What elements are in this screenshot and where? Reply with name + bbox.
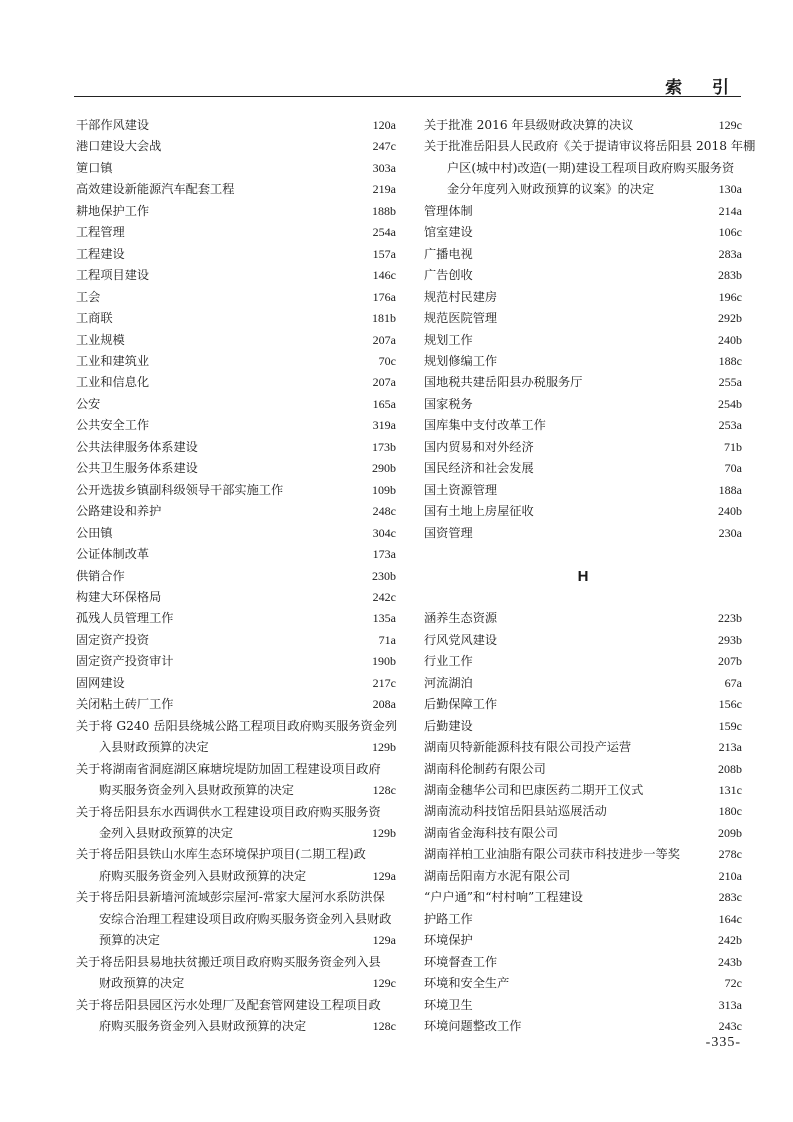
index-entry — [424, 973, 742, 994]
index-page-ref: 254a — [372, 225, 396, 240]
index-term-line: 财政预算的决定 — [99, 976, 185, 991]
index-entry — [424, 608, 742, 629]
index-term: 工业规模 — [76, 332, 125, 347]
index-page-ref: 180c — [718, 804, 742, 819]
index-page-ref: 223b — [718, 611, 742, 626]
index-page-ref: 173a — [372, 547, 396, 562]
index-entry — [76, 287, 396, 308]
index-term-line: 府购买服务资金列入县财政预算的决定 — [99, 1019, 307, 1034]
index-term-line: 户区(城中村)改造(一期)建设工程项目政府购买服务资 — [447, 160, 735, 175]
index-entry — [76, 930, 396, 951]
index-term: 国地税共建岳阳县办税服务厅 — [424, 375, 583, 390]
index-page-ref: 129b — [372, 740, 396, 755]
index-term: 护路工作 — [424, 911, 473, 926]
index-term-line: 安综合治理工程建设项目政府购买服务资金列入县财政 — [99, 911, 392, 926]
index-entry — [424, 330, 742, 351]
index-term: 涵养生态资源 — [424, 611, 498, 626]
index-page-ref: 159c — [718, 718, 742, 733]
index-page-ref: 188a — [718, 482, 742, 497]
index-entry — [76, 780, 396, 801]
index-term: 行风党风建设 — [424, 632, 498, 647]
index-entry — [424, 651, 742, 672]
index-term: 公开选拔乡镇副科级领导干部实施工作 — [76, 482, 284, 497]
index-page-ref: 135a — [372, 611, 396, 626]
index-term: 河流湖泊 — [424, 675, 473, 690]
index-term: 馆室建设 — [424, 225, 473, 240]
index-page-ref: 188b — [372, 203, 396, 218]
index-entry — [76, 372, 396, 393]
index-term: 构建大环保格局 — [76, 589, 162, 604]
index-entry — [424, 995, 742, 1016]
index-entry — [76, 737, 396, 758]
index-term-line: 关于将岳阳县易地扶贫搬迁项目政府购买服务资金列入县 — [76, 954, 381, 969]
index-entry — [76, 351, 396, 372]
index-term: 广告创收 — [424, 268, 473, 283]
index-entry — [76, 630, 396, 651]
index-term: “户户通”和“村村响”工程建设 — [424, 890, 583, 905]
section-letter-h: H — [577, 567, 589, 585]
index-page-ref: 278c — [718, 847, 742, 862]
index-page-ref: 283c — [718, 890, 742, 905]
index-term: 环境问题整改工作 — [424, 1019, 522, 1033]
index-term-line: 关于将 G240 岳阳县绕城公路工程项目政府购买服务资金列 — [76, 718, 398, 733]
index-term: 国内贸易和对外经济 — [424, 439, 534, 454]
index-page-ref: 247c — [372, 139, 396, 154]
index-term: 公田镇 — [76, 525, 113, 540]
index-page-ref: 129c — [372, 976, 396, 991]
index-page-ref: 207a — [372, 332, 396, 347]
index-term: 工程管理 — [76, 225, 125, 240]
index-term: 环境保护 — [424, 933, 473, 948]
index-term: 孤残人员管理工作 — [76, 611, 174, 626]
index-term: 国库集中支付改革工作 — [424, 418, 546, 433]
index-page-ref: 214a — [718, 203, 742, 218]
index-entry — [76, 115, 396, 136]
index-page-ref: 67a — [724, 675, 742, 690]
index-page-ref: 146c — [372, 268, 396, 283]
index-page-ref: 130a — [718, 182, 742, 197]
index-entry — [424, 952, 742, 973]
index-entry — [76, 308, 396, 329]
index-column-right — [424, 115, 756, 1037]
index-term: 工业和信息化 — [76, 375, 150, 390]
index-entry — [424, 394, 742, 415]
index-entry — [424, 244, 742, 265]
index-term: 环境督查工作 — [424, 954, 498, 969]
index-page-ref: 128c — [372, 783, 396, 798]
index-term-line: 府购买服务资金列入县财政预算的决定 — [99, 868, 307, 883]
index-term-line: 预算的决定 — [99, 933, 160, 948]
index-entry — [76, 823, 396, 844]
index-term: 供销合作 — [76, 568, 125, 583]
index-section-g-continued — [424, 115, 756, 544]
index-term: 工程建设 — [76, 246, 125, 261]
index-page-ref: 219a — [372, 182, 396, 197]
index-page-ref: 129c — [718, 118, 742, 132]
index-page-ref: 240b — [718, 332, 742, 347]
index-entry — [76, 222, 396, 243]
index-term: 固网建设 — [76, 675, 125, 690]
index-page-ref: 283b — [718, 268, 742, 283]
index-entry — [424, 287, 742, 308]
index-term: 工商联 — [76, 311, 113, 326]
header-rule — [74, 96, 741, 97]
index-entry — [424, 694, 742, 715]
index-term: 规范医院管理 — [424, 311, 498, 326]
index-entry — [76, 158, 396, 179]
index-page-ref: 72c — [724, 976, 742, 991]
index-page-ref: 240b — [718, 504, 742, 519]
index-entry — [424, 844, 742, 865]
index-entry — [424, 458, 742, 479]
index-term: 关闭粘土砖厂工作 — [76, 697, 174, 712]
index-term: 固定资产投资审计 — [76, 654, 174, 669]
index-page-ref: 157a — [372, 246, 396, 261]
index-page-ref: 243b — [718, 954, 742, 969]
index-term: 规范村民建房 — [424, 289, 498, 304]
index-entry — [76, 973, 396, 994]
index-page-ref: 292b — [718, 311, 742, 326]
index-page-ref: 129b — [372, 825, 396, 840]
index-term: 规划工作 — [424, 332, 473, 347]
index-entry — [424, 930, 742, 951]
index-term: 工业和建筑业 — [76, 353, 150, 368]
index-term: 湖南祥柏工业油脂有限公司获市科技进步一等奖 — [424, 847, 680, 862]
index-page-ref: 181b — [372, 311, 396, 326]
index-entry — [424, 265, 742, 286]
index-term: 国土资源管理 — [424, 482, 498, 497]
index-column-left — [76, 115, 396, 1037]
running-header-title: 索 引 — [665, 78, 741, 98]
index-term: 公安 — [76, 396, 101, 411]
index-term: 湖南流动科技馆岳阳县站巡展活动 — [424, 804, 607, 819]
index-page-ref: 217c — [372, 675, 396, 690]
index-page-ref: 70c — [378, 353, 396, 368]
index-page-ref: 255a — [718, 375, 742, 390]
index-term: 管理体制 — [424, 203, 473, 218]
index-page-ref: 243c — [718, 1019, 742, 1033]
index-page-ref: 303a — [372, 160, 396, 175]
index-term-line: 关于批准岳阳县人民政府《关于提请审议将岳阳县 2018 年棚 — [424, 139, 756, 154]
index-term: 工程项目建设 — [76, 268, 150, 283]
index-page-ref: 173b — [372, 439, 396, 454]
index-entry — [424, 823, 742, 844]
index-term: 关于批准 2016 年县级财政决算的决议 — [424, 118, 634, 132]
index-term-line: 关于将岳阳县新墙河流域彭宗屋河-常家大屋河水系防洪保 — [76, 890, 385, 905]
index-page-ref: 254b — [718, 396, 742, 411]
index-term-line: 金分年度列入财政预算的议案》的决定 — [447, 182, 655, 197]
index-entry — [424, 737, 742, 758]
index-term: 固定资产投资 — [76, 632, 150, 647]
index-page-ref: 208a — [372, 697, 396, 712]
index-page-ref: 207b — [718, 654, 742, 669]
index-page-ref: 71b — [724, 439, 742, 454]
index-entry — [424, 673, 742, 694]
index-entry — [424, 372, 742, 393]
index-page-ref: 213a — [718, 740, 742, 755]
index-page-ref: 293b — [718, 632, 742, 647]
index-term: 国有土地上房屋征收 — [424, 504, 534, 519]
index-page-ref: 207a — [372, 375, 396, 390]
index-term-line: 关于将岳阳县东水西调供水工程建设项目政府购买服务资 — [76, 804, 381, 819]
index-page-ref: 242b — [718, 933, 742, 948]
index-page-ref: 71a — [378, 632, 396, 647]
index-entry — [424, 909, 742, 930]
index-term: 港口建设大会战 — [76, 139, 162, 154]
index-page-ref: 210a — [718, 868, 742, 883]
index-entry — [424, 630, 742, 651]
index-entry — [76, 458, 396, 479]
index-entry — [424, 201, 742, 222]
index-term: 环境和安全生产 — [424, 976, 510, 991]
index-entry — [76, 394, 396, 415]
index-term: 高效建设新能源汽车配套工程 — [76, 182, 235, 197]
index-page-ref: 131c — [718, 783, 742, 798]
index-entry — [424, 308, 742, 329]
index-entry — [76, 608, 396, 629]
index-entry — [424, 437, 742, 458]
index-term: 湖南科伦制药有限公司 — [424, 761, 546, 776]
index-entry — [424, 716, 742, 737]
index-term: 公证体制改革 — [76, 547, 150, 562]
index-entry — [76, 244, 396, 265]
index-page-ref: 242c — [372, 589, 396, 604]
index-term: 环境卫生 — [424, 997, 473, 1012]
index-entry — [76, 1016, 396, 1037]
index-term: 国家税务 — [424, 396, 473, 411]
index-page-ref: 156c — [718, 697, 742, 712]
index-page-ref: 209b — [718, 825, 742, 840]
index-page-ref: 230b — [372, 568, 396, 583]
index-page-ref: 304c — [372, 525, 396, 540]
index-term: 湖南岳阳南方水泥有限公司 — [424, 868, 571, 883]
index-term: 湖南贝特新能源科技有限公司投产运营 — [424, 740, 632, 755]
page-number: -335- — [705, 1035, 741, 1050]
index-term: 工会 — [76, 289, 101, 304]
index-entry — [76, 544, 396, 565]
index-page-ref: 190b — [372, 654, 396, 669]
index-page-ref: 248c — [372, 504, 396, 519]
index-term-line: 关于将岳阳县铁山水库生态环境保护项目(二期工程)政 — [76, 847, 366, 862]
index-page-ref: 109b — [372, 482, 396, 497]
index-term-line: 金列入县财政预算的决定 — [99, 825, 234, 840]
index-entry — [76, 587, 396, 608]
index-entry — [76, 437, 396, 458]
index-entry — [424, 887, 742, 908]
index-entry — [76, 265, 396, 286]
index-term: 公路建设和养护 — [76, 504, 162, 519]
index-page-ref: 176a — [372, 289, 396, 304]
index-term: 湖南金穗华公司和巴康医药二期开工仪式 — [424, 783, 644, 798]
index-term: 国资管理 — [424, 525, 473, 540]
index-entry — [76, 566, 396, 587]
index-entry — [424, 115, 742, 136]
index-page-ref: 283a — [718, 246, 742, 261]
index-term: 公共法律服务体系建设 — [76, 439, 198, 454]
index-page-ref: 129a — [372, 933, 396, 948]
index-section-h — [424, 608, 742, 1037]
index-page-ref: 129a — [372, 868, 396, 883]
index-term-line: 购买服务资金列入县财政预算的决定 — [99, 783, 294, 798]
index-entry — [424, 801, 742, 822]
index-entry — [76, 480, 396, 501]
index-entry — [76, 179, 396, 200]
index-entry — [76, 523, 396, 544]
index-term: 广播电视 — [424, 246, 473, 261]
index-page-ref: 165a — [372, 396, 396, 411]
index-entry — [76, 694, 396, 715]
index-page-ref: 164c — [718, 911, 742, 926]
index-page-ref: 313a — [718, 997, 742, 1012]
index-entry — [424, 501, 742, 522]
index-entry — [76, 651, 396, 672]
index-page-ref: 70a — [724, 461, 742, 476]
index-page-ref: 106c — [718, 225, 742, 240]
index-entry — [424, 179, 742, 200]
index-entry — [424, 1016, 742, 1037]
index-entry — [76, 136, 396, 157]
index-term: 耕地保护工作 — [76, 203, 150, 218]
index-entry — [76, 866, 396, 887]
index-page-ref: 230a — [718, 525, 742, 540]
index-page-ref: 188c — [718, 353, 742, 368]
index-page-ref: 120a — [372, 118, 396, 132]
index-term: 公共卫生服务体系建设 — [76, 461, 198, 476]
index-term: 干部作风建设 — [76, 118, 150, 132]
index-term: 后勤建设 — [424, 718, 473, 733]
index-entry — [424, 415, 742, 436]
index-term: 规划修编工作 — [424, 353, 498, 368]
index-term-line: 关于将岳阳县园区污水处理厂及配套管网建设工程项目政 — [76, 997, 381, 1012]
index-page-ref: 290b — [372, 461, 396, 476]
index-entry — [424, 222, 742, 243]
index-term: 行业工作 — [424, 654, 473, 669]
index-entry — [76, 501, 396, 522]
index-page-ref: 319a — [372, 418, 396, 433]
index-entry — [424, 351, 742, 372]
index-page-ref: 253a — [718, 418, 742, 433]
index-term-line: 入县财政预算的决定 — [99, 740, 209, 755]
index-page-ref: 196c — [718, 289, 742, 304]
index-page-ref: 128c — [372, 1019, 396, 1034]
index-entry — [424, 523, 742, 544]
index-entry — [424, 866, 742, 887]
index-entry — [424, 480, 742, 501]
index-term: 湖南省金海科技有限公司 — [424, 825, 559, 840]
index-entry — [76, 673, 396, 694]
index-term: 后勤保障工作 — [424, 697, 498, 712]
index-term: 公共安全工作 — [76, 418, 150, 433]
index-entry — [76, 330, 396, 351]
index-entry — [424, 759, 742, 780]
index-term-line: 关于将湖南省洞庭湖区麻塘垸堤防加固工程建设项目政府 — [76, 761, 381, 776]
index-term: 筻口镇 — [76, 160, 113, 175]
index-entry — [76, 201, 396, 222]
index-term: 国民经济和社会发展 — [424, 461, 534, 476]
index-entry — [76, 415, 396, 436]
index-page-ref: 208b — [718, 761, 742, 776]
index-entry — [424, 780, 742, 801]
